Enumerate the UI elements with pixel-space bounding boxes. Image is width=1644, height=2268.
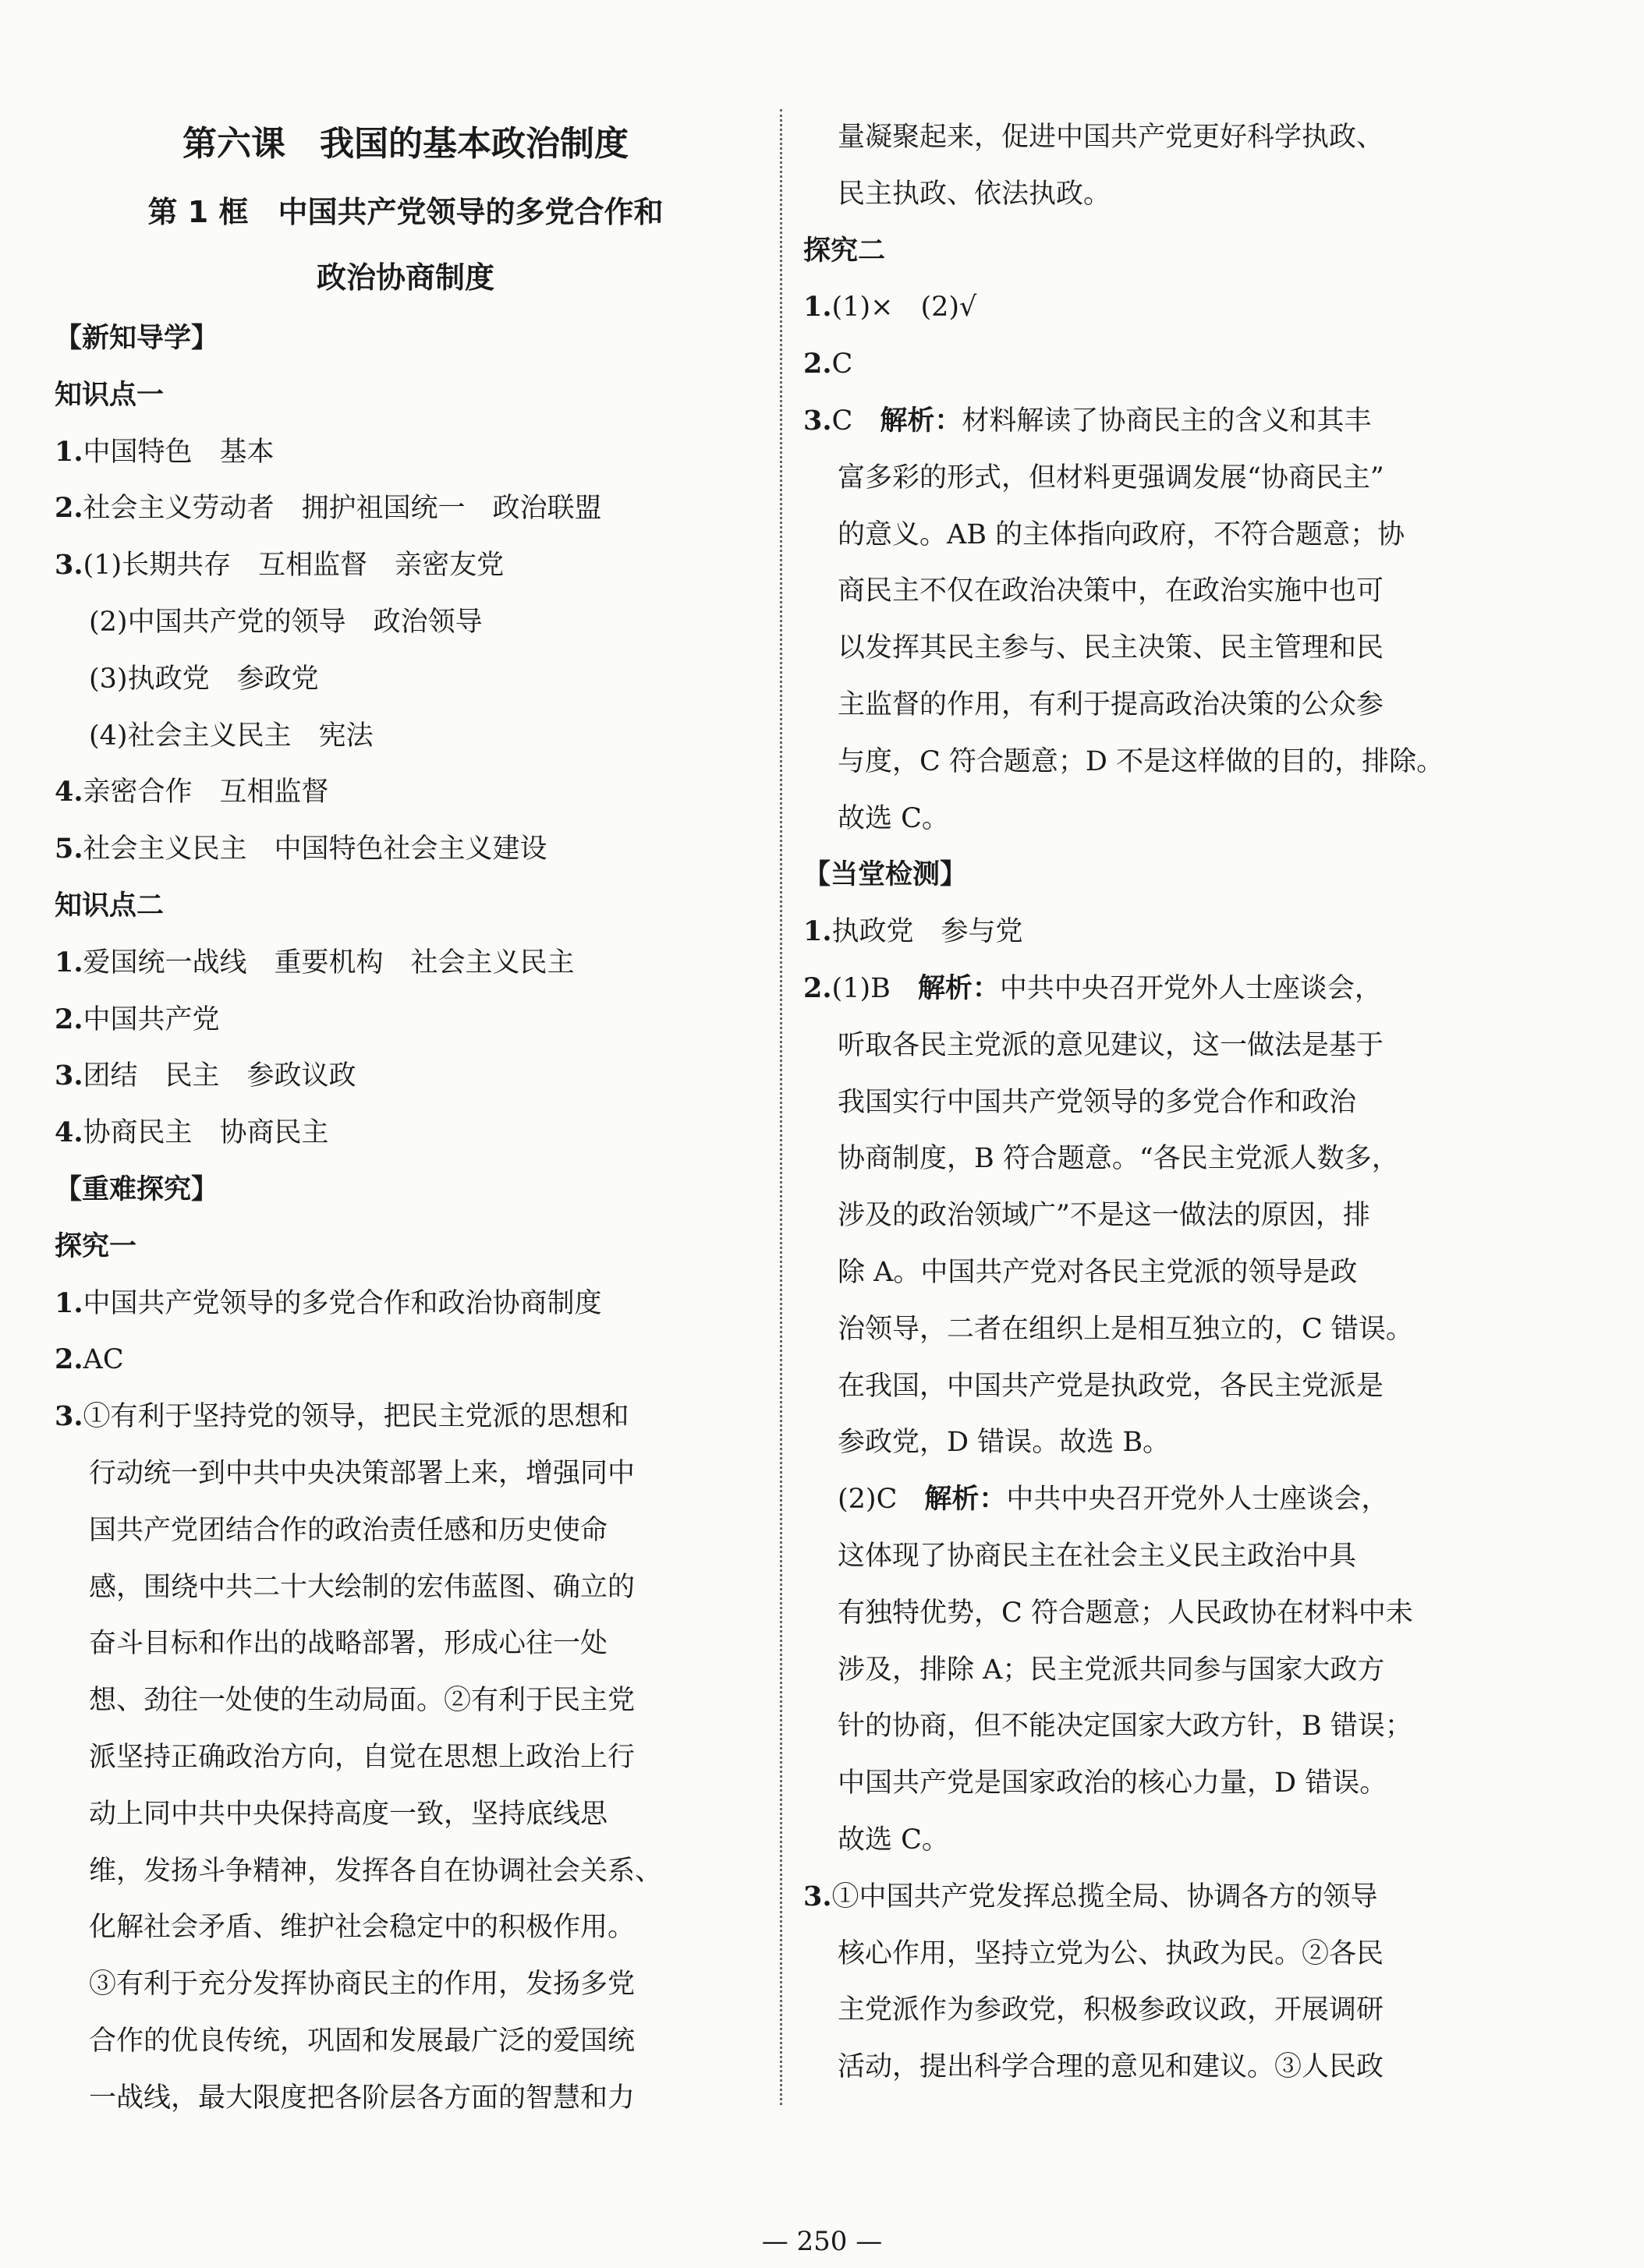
line-text: ①中国共产党发挥总揽全局、协调各方的领导 xyxy=(831,1881,1378,1912)
text-line xyxy=(803,563,1505,620)
text-line xyxy=(55,1672,756,1729)
text-line xyxy=(803,279,1505,336)
text-line xyxy=(803,1869,1505,1926)
analysis-text: 中共中央召开党外人士座谈会， xyxy=(1006,1484,1389,1516)
text-line xyxy=(803,1130,1505,1187)
line-text: 中国特色 基本 xyxy=(83,436,275,468)
item-number: 3. xyxy=(803,1880,832,1912)
line-text: C xyxy=(831,405,880,437)
line-text: 国共产党团结合作的政治责任感和历史使命 xyxy=(89,1514,608,1546)
line-text: 涉及的政治领域广”不是这一做法的原因，排 xyxy=(838,1200,1370,1232)
line-text: (1)× (2)√ xyxy=(831,292,977,324)
text-line xyxy=(803,847,1505,904)
item-number: 2. xyxy=(803,971,832,1004)
line-text: 爱国统一战线 重要机构 社会主义民主 xyxy=(83,946,575,978)
frame-title-line1: 第 1 框 中国共产党领导的多党合作和 xyxy=(147,195,664,229)
text-line xyxy=(55,2070,756,2127)
page-number: — 250 — xyxy=(761,2226,883,2257)
text-line xyxy=(803,734,1505,791)
item-number: 1. xyxy=(803,915,832,948)
text-line xyxy=(55,1445,756,1502)
line-text: 主党派作为参政党，积极参政议政，开展调研 xyxy=(838,1994,1384,2026)
line-text: 知识点一 xyxy=(55,379,165,411)
text-line xyxy=(55,424,756,481)
text-line xyxy=(803,223,1505,280)
line-text: 参政党，D 错误。故选 B。 xyxy=(838,1427,1171,1459)
line-text: 探究二 xyxy=(803,235,886,267)
item-number: 5. xyxy=(55,833,83,865)
text-line xyxy=(803,1926,1505,1983)
text-line xyxy=(803,791,1505,847)
text-line xyxy=(803,961,1505,1017)
line-text: (2)C xyxy=(838,1484,925,1516)
line-text: ①有利于坚持党的领导，把民主党派的思想和 xyxy=(83,1401,629,1433)
line-text: 社会主义劳动者 拥护祖国统一 政治联盟 xyxy=(83,493,602,525)
item-number: 1. xyxy=(55,435,83,468)
text-line xyxy=(803,1017,1505,1074)
text-line xyxy=(55,821,756,878)
line-text: 协商制度，B 符合题意。“各民主党派人数多， xyxy=(838,1143,1399,1175)
line-text: 在我国，中国共产党是执政党，各民主党派是 xyxy=(838,1370,1384,1402)
text-line xyxy=(55,1786,756,1843)
line-text: (1)B xyxy=(831,972,918,1004)
line-text: 活动，提出科学合理的意见和建议。③人民政 xyxy=(838,2051,1384,2083)
line-text: 动上同中共中央保持高度一致，坚持底线思 xyxy=(89,1798,608,1830)
text-line xyxy=(55,764,756,821)
line-text: AC xyxy=(83,1344,124,1376)
line-text: 故选 C。 xyxy=(838,1824,949,1856)
line-text: 团结 民主 参政议政 xyxy=(83,1060,356,1092)
text-line xyxy=(55,537,756,594)
line-text: ③有利于充分发挥协商民主的作用，发扬多党 xyxy=(89,1969,636,2001)
lesson-title: 第六课 我国的基本政治制度 xyxy=(182,124,629,164)
text-line xyxy=(803,1301,1505,1358)
text-line xyxy=(55,1729,756,1786)
line-text: 中国共产党领导的多党合作和政治协商制度 xyxy=(83,1287,602,1319)
text-line xyxy=(55,1105,756,1162)
line-text: 想、劲往一处使的生动局面。②有利于民主党 xyxy=(89,1685,636,1717)
analysis-label: 解析： xyxy=(880,405,962,437)
line-text: 民主执政、依法执政。 xyxy=(838,178,1111,210)
text-line xyxy=(55,1219,756,1276)
line-text: 中国共产党 xyxy=(83,1003,220,1035)
line-text: 故选 C。 xyxy=(838,802,949,834)
text-line xyxy=(55,367,756,424)
line-text: 维，发扬斗争精神，发挥各自在协调社会关系、 xyxy=(89,1855,663,1887)
text-line xyxy=(803,1755,1505,1812)
line-text: C xyxy=(831,349,853,380)
text-line xyxy=(803,904,1505,961)
text-line xyxy=(803,1187,1505,1244)
line-text: 富多彩的形式，但材料更强调发展“协商民主” xyxy=(838,462,1384,494)
text-line xyxy=(803,109,1505,166)
line-text: 协商民主 协商民主 xyxy=(83,1117,329,1149)
line-text: 探究一 xyxy=(55,1230,137,1262)
text-line xyxy=(803,677,1505,734)
item-number: 3. xyxy=(55,1060,83,1092)
text-line xyxy=(55,651,756,708)
analysis-label: 解析： xyxy=(917,972,1000,1004)
text-line xyxy=(55,878,756,935)
line-text: 化解社会矛盾、维护社会稳定中的积极作用。 xyxy=(89,1912,636,1944)
line-text: 一战线，最大限度把各阶层各方面的智慧和力 xyxy=(89,2082,636,2114)
text-line xyxy=(55,1843,756,1900)
line-text: 量凝聚起来，促进中国共产党更好科学执政、 xyxy=(838,122,1384,153)
line-text: 社会主义民主 中国特色社会主义建设 xyxy=(83,833,547,865)
left-answer-lines xyxy=(55,310,756,2127)
line-text: 以发挥其民主参与、民主决策、民主管理和民 xyxy=(838,632,1384,664)
item-number: 2. xyxy=(803,348,832,380)
line-text: (4)社会主义民主 宪法 xyxy=(89,720,374,752)
text-line xyxy=(803,166,1505,223)
line-text: 除 A。中国共产党对各民主党派的领导是政 xyxy=(838,1256,1358,1288)
line-text: 的意义。AB 的主体指向政府，不符合题意；协 xyxy=(838,518,1405,550)
text-line xyxy=(803,1982,1505,2039)
text-line xyxy=(55,594,756,651)
text-line xyxy=(803,620,1505,677)
item-number: 3. xyxy=(55,1400,83,1433)
text-line xyxy=(803,1244,1505,1301)
item-number: 1. xyxy=(55,1286,83,1319)
item-number: 1. xyxy=(803,291,832,324)
text-line xyxy=(55,992,756,1049)
text-line xyxy=(55,310,756,367)
column-divider xyxy=(780,109,782,2105)
text-line xyxy=(803,450,1505,507)
analysis-text: 材料解读了协商民主的含义和其丰 xyxy=(962,405,1372,437)
line-text: 治领导，二者在组织上是相互独立的，C 错误。 xyxy=(838,1313,1413,1345)
line-text: 针的协商，但不能决定国家大政方针，B 错误； xyxy=(838,1711,1412,1743)
text-line xyxy=(803,336,1505,393)
line-text: (3)执政党 参政党 xyxy=(89,663,319,695)
line-text: 这体现了协商民主在社会主义民主政治中具 xyxy=(838,1540,1357,1572)
text-line xyxy=(55,480,756,537)
text-line xyxy=(55,1048,756,1105)
text-line xyxy=(55,1559,756,1616)
text-line xyxy=(55,1615,756,1672)
text-line xyxy=(803,507,1505,564)
text-line xyxy=(803,1358,1505,1415)
item-number: 2. xyxy=(55,1343,83,1376)
line-text: 我国实行中国共产党领导的多党合作和政治 xyxy=(838,1086,1357,1118)
text-line xyxy=(803,1812,1505,1869)
line-text: (1)长期共存 互相监督 亲密友党 xyxy=(83,550,505,582)
item-number: 3. xyxy=(55,549,83,582)
text-line xyxy=(55,2013,756,2070)
text-line xyxy=(55,1502,756,1559)
line-text: 执政党 参与党 xyxy=(831,916,1023,948)
item-number: 4. xyxy=(55,776,83,808)
line-text: 派坚持正确政治方向，自觉在思想上政治上行 xyxy=(89,1741,636,1773)
text-line xyxy=(803,1585,1505,1642)
text-line xyxy=(803,1471,1505,1528)
line-text: 涉及，排除 A；民主党派共同参与国家大政方 xyxy=(838,1654,1385,1686)
frame-title-line2: 政治协商制度 xyxy=(316,260,494,295)
text-line xyxy=(803,1698,1505,1755)
line-text: 奋斗目标和作出的战略部署，形成心往一处 xyxy=(89,1628,608,1660)
analysis-text: 中共中央召开党外人士座谈会， xyxy=(999,972,1382,1004)
text-line xyxy=(55,1389,756,1445)
item-number: 1. xyxy=(55,946,83,978)
line-text: 中国共产党是国家政治的核心力量，D 错误。 xyxy=(838,1767,1387,1799)
item-number: 4. xyxy=(55,1116,83,1149)
line-text: 亲密合作 互相监督 xyxy=(83,777,329,808)
text-line xyxy=(55,1956,756,2013)
line-text: 商民主不仅在政治决策中，在政治实施中也可 xyxy=(838,575,1384,607)
line-text: (2)中国共产党的领导 政治领导 xyxy=(89,606,483,638)
line-text: 【重难探究】 xyxy=(55,1173,219,1205)
analysis-label: 解析： xyxy=(924,1484,1007,1516)
text-line xyxy=(55,708,756,765)
text-line xyxy=(55,1332,756,1389)
text-line xyxy=(55,1276,756,1332)
left-column xyxy=(55,109,756,2127)
text-line xyxy=(803,1074,1505,1131)
line-text: 听取各民主党派的意见建议，这一做法是基于 xyxy=(838,1029,1384,1061)
line-text: 合作的优良传统，巩固和发展最广泛的爱国统 xyxy=(89,2025,636,2057)
item-number: 2. xyxy=(55,492,83,525)
text-line xyxy=(55,1162,756,1219)
text-line xyxy=(803,393,1505,450)
text-line xyxy=(803,1414,1505,1471)
line-text: 核心作用，坚持立党为公、执政为民。②各民 xyxy=(838,1937,1384,1969)
line-text: 【当堂检测】 xyxy=(803,859,968,891)
line-text: 感，围绕中共二十大绘制的宏伟蓝图、确立的 xyxy=(89,1571,636,1603)
text-line xyxy=(803,1642,1505,1699)
right-column xyxy=(803,109,1505,2096)
item-number: 2. xyxy=(55,1003,83,1035)
line-text: 行动统一到中共中央决策部署上来，增强同中 xyxy=(89,1457,636,1489)
line-text: 主监督的作用，有利于提高政治决策的公众参 xyxy=(838,688,1384,720)
line-text: 有独特优势，C 符合题意；人民政协在材料中未 xyxy=(838,1597,1413,1629)
item-number: 3. xyxy=(803,404,832,437)
text-line xyxy=(55,1899,756,1956)
text-line xyxy=(803,2039,1505,2096)
line-text: 与度，C 符合题意；D 不是这样做的目的，排除。 xyxy=(838,745,1444,777)
text-line xyxy=(55,935,756,992)
right-answer-lines xyxy=(803,109,1505,2096)
text-line xyxy=(803,1528,1505,1585)
line-text: 知识点二 xyxy=(55,890,165,922)
line-text: 【新知导学】 xyxy=(55,323,219,354)
